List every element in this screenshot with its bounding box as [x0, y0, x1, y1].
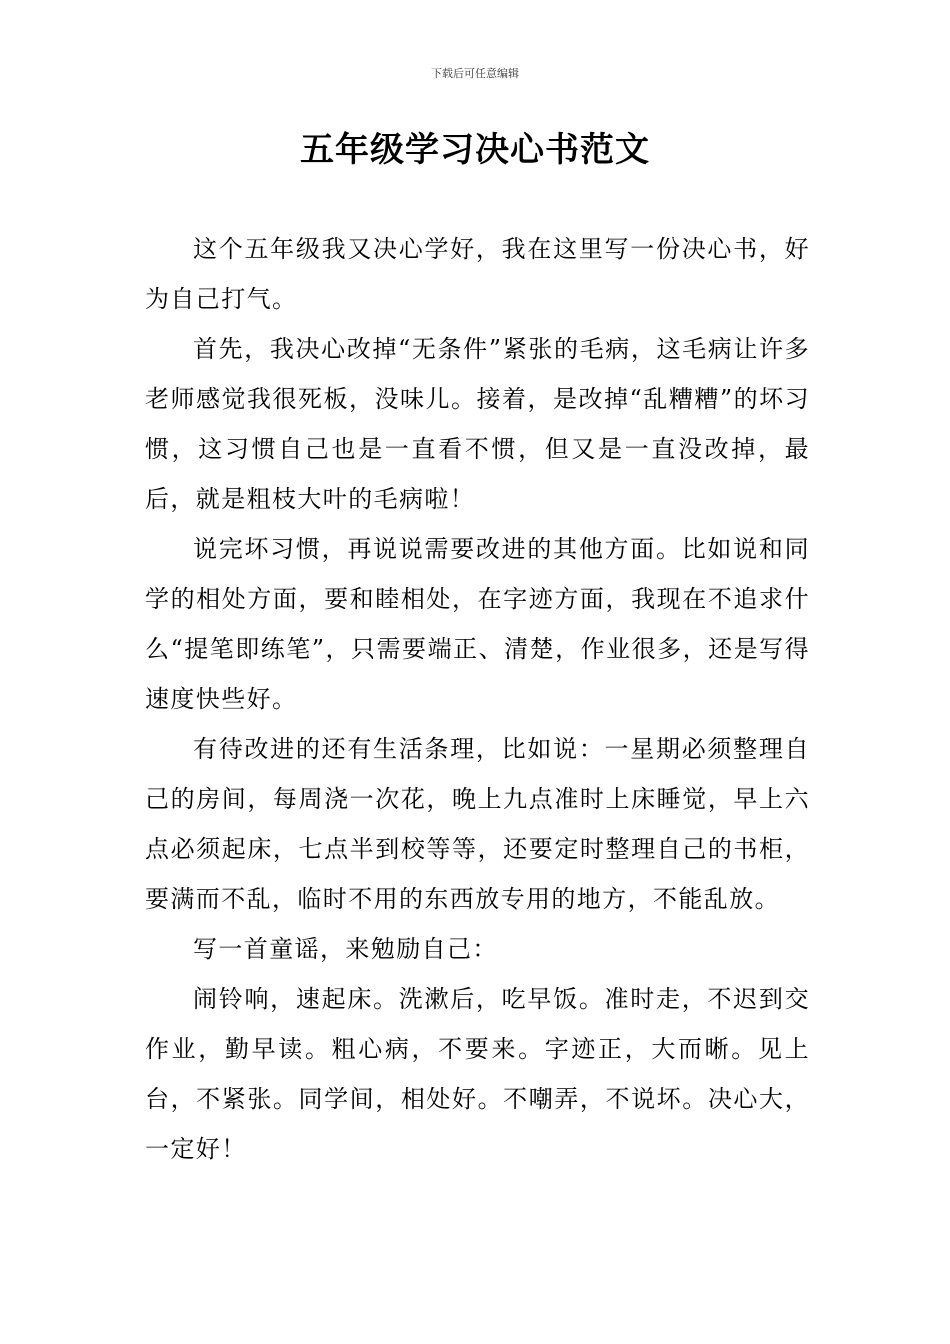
document-title: 五年级学习决心书范文 [300, 130, 650, 170]
paragraph-bad-habits: 首先，我决心改掉“无条件”紧张的毛病，这毛病让许多老师感觉我很死板，没味儿。接着，是改掉“乱糟糟”的坏习惯，这习惯自己也是一直看不惯，但又是一直没改掉，最后，就是粗枝大叶的毛病啦！ [145, 335, 810, 513]
header-note: 下载后可任意编辑 [431, 67, 519, 80]
document-body [145, 224, 810, 1174]
paragraph-intro: 这个五年级我又决心学好，我在这里写一份决心书，好为自己打气。 [145, 235, 810, 313]
paragraph-improvements: 说完坏习惯，再说说需要改进的其他方面。比如说和同学的相处方面，要和睦相处，在字迹方面，我现在不追求什么“提笔即练笔”，只需要端正、清楚，作业很多，还是写得速度快些好。 [145, 535, 810, 713]
paragraph-rhyme: 闹铃响，速起床。洗漱后，吃早饭。准时走，不迟到交作业，勤早读。粗心病，不要来。字迹正，大而晰。见上台，不紧张。同学间，相处好。不嘲弄，不说坏。决心大，一定好！ [145, 985, 810, 1163]
paragraph-rhyme-intro: 写一首童谣，来勉励自己： [193, 935, 498, 963]
paragraph-daily-routine: 有待改进的还有生活条理，比如说：一星期必须整理自己的房间，每周浇一次花，晚上九点准时上床睡觉，早上六点必须起床，七点半到校等等，还要定时整理自己的书柜，要满而不乱，临时不用的东西放专用的地方，不能乱放。 [145, 735, 810, 913]
